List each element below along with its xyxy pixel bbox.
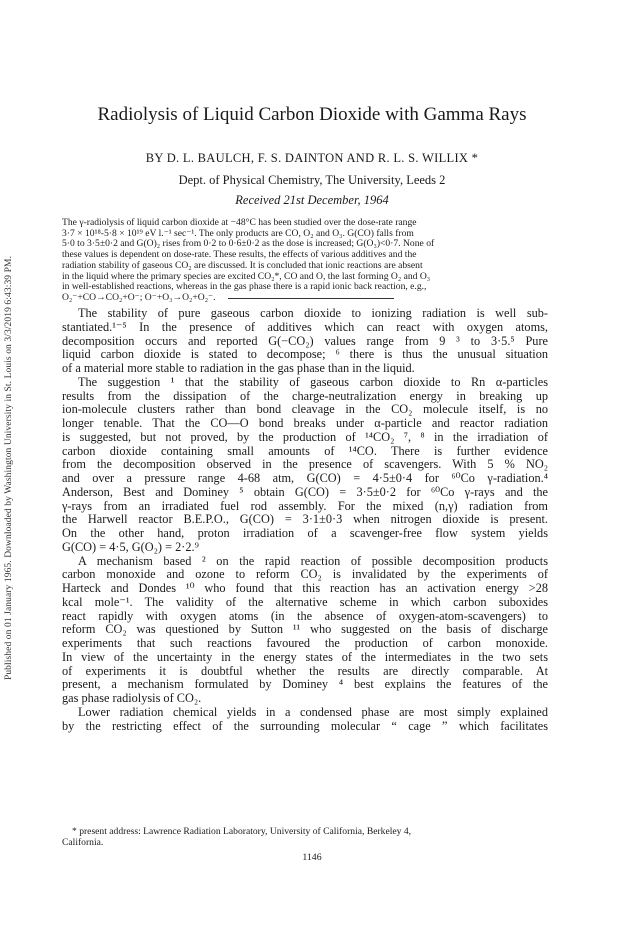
- body-line: present, a mechanism formulated by Dominey ⁴ best explains the features of the: [62, 678, 548, 692]
- body-line: kcal mole⁻¹. The validity of the alternative scheme in which carbon suboxides: [62, 595, 548, 609]
- body-line: react rapidly with oxygen atoms (in the absence of oxygen-atom-scavengers) to: [62, 609, 548, 623]
- body-line: stantiated.¹⁻⁵ In the presence of additives which can react with oxygen atoms,: [62, 320, 548, 334]
- body-line: of a material more stable to radiation in the gas phase than in the liquid.: [62, 362, 415, 375]
- footnote-line: California.: [62, 837, 104, 848]
- body-line: carbon monoxide and ozone to reform CO₂ is invalidated by the experiments of: [62, 568, 548, 582]
- body-line: A mechanism based ² on the rapid reaction of possible decomposition products: [78, 554, 548, 568]
- body-line: by the restricting effect of the surrounding molecular “ cage ” which facilitates: [62, 719, 548, 733]
- body-line: The stability of pure gaseous carbon dioxide to ionizing radiation is well sub-: [78, 307, 548, 320]
- abstract: [62, 218, 548, 304]
- body-line: and over a pressure range 4-68 atm, G(CO) = 4·5±0·4 for ⁶⁰Co γ-radiation.⁴: [62, 472, 548, 485]
- body-line: liquid carbon dioxide is stated to decompose; ⁶ there is thus the unusual situation: [62, 348, 548, 362]
- body-line: Anderson, Best and Dominey ⁵ obtain G(CO) = 3·5±0·2 for ⁶⁰Co γ-rays and the: [62, 485, 548, 499]
- body-line: is suggested, but not proved, by the production of ¹⁴CO₂ ⁷, ⁸ in the irradiation of: [62, 430, 548, 444]
- abstract-line: in well-established reactions, whereas in the gas phase there is a rapid ionic back reaction, e.g.,: [62, 281, 427, 293]
- section-divider: [228, 298, 394, 299]
- body-line: In view of the uncertainty in the energy states of the intermediates in the two sets: [62, 650, 548, 664]
- body-line: G(CO) = 4·5, G(O₂) = 2·2.⁹: [62, 540, 199, 554]
- body-line: of experiments it is doubtful whether the results are directly comparable. At: [62, 664, 548, 678]
- received-date: Received 21st December, 1964: [235, 193, 389, 207]
- page-number: 1146: [302, 852, 322, 863]
- footnote: [62, 826, 548, 848]
- body-line: reform CO₂ was questioned by Sutton ¹¹ who suggested on the basis of discharge: [62, 623, 548, 637]
- body-line: from the decomposition observed in the presence of scavengers. With 5 % NO₂: [62, 458, 548, 472]
- affiliation: Dept. of Physical Chemistry, The University, Leeds 2: [178, 173, 446, 187]
- body-line: Harteck and Dondes ¹⁰ who found that this reaction has an activation energy >28: [62, 582, 548, 595]
- body-line: On the other hand, proton irradiation of a scavenger-free flow system yields: [62, 527, 548, 540]
- body-line: decomposition occurs and reported G(−CO₂) values range from 9 ³ to 3·5.⁵ Pure: [62, 334, 548, 348]
- paper-title: Radiolysis of Liquid Carbon Dioxide with Gamma Rays: [97, 104, 527, 125]
- abstract-line: in the liquid where the primary species are excited CO₂*, CO and O, the last forming O₂ and O₃: [62, 270, 431, 282]
- body-line: Lower radiation chemical yields in a condensed phase are most simply explained: [78, 705, 548, 719]
- body-line: the Harwell reactor B.E.P.O., G(CO) = 3·1±0·3 when nitrogen dioxide is present.: [62, 513, 548, 527]
- abstract-line: The γ-radiolysis of liquid carbon dioxide at −48°C has been studied over the dose-rate range: [62, 217, 417, 228]
- download-watermark-text: Published on 01 January 1965. Downloaded by Washington University in St. Louis on 3/3/2019 6:43:39 PM.: [4, 255, 14, 681]
- body-line: γ-rays from an irradiated fuel rod assembly. For the mixed (n,γ) radiation from: [62, 499, 548, 513]
- abstract-line: these values is dependent on dose-rate. These results, the effects of various additives and the: [62, 249, 417, 261]
- body-line: gas phase radiolysis of CO₂.: [62, 692, 202, 705]
- body-line: longer tenable. That the CO—O bond breaks under α-particle and reactor radiation: [62, 417, 548, 430]
- footnote-line: * present address: Lawrence Radiation Laboratory, University of California, Berkeley 4,: [72, 826, 412, 837]
- body-line: results from the dissipation of the charge-neutralization energy in breaking up: [62, 389, 548, 403]
- body-line: experiments that such reactions favoured the production of carbon monoxide.: [62, 637, 548, 650]
- body-text: [62, 307, 548, 733]
- body-line: ion-molecule clusters rather than bond cleavage in the CO₂ molecule itself, is no: [62, 403, 548, 417]
- abstract-line: radiation stability of gaseous CO₂ are discussed. It is concluded that ionic reactions are absent: [62, 259, 423, 271]
- author-line: BY D. L. BAULCH, F. S. DAINTON AND R. L. S. WILLIX *: [145, 151, 479, 165]
- body-line: The suggestion ¹ that the stability of gaseous carbon dioxide to Rn α-particles: [78, 375, 548, 389]
- abstract-line: 3·7 × 10¹⁸-5·8 × 10¹⁹ eV l.⁻¹ sec⁻¹. The only products are CO, O₂ and O₃. G(CO) falls from: [62, 227, 414, 239]
- abstract-line: 5·0 to 3·5±0·2 and G(O)₂ rises from 0·2 to 0·6±0·2 as the dose is increased; G(O₃)<0·7. None of: [62, 238, 435, 250]
- body-line: carbon dioxide containing small amounts of ¹⁴CO. There is further evidence: [62, 444, 548, 458]
- abstract-line: O₂⁻+CO→CO₂+O⁻; O⁻+O₃→O₂+O₂⁻.: [62, 291, 216, 303]
- download-watermark: [2, 118, 16, 818]
